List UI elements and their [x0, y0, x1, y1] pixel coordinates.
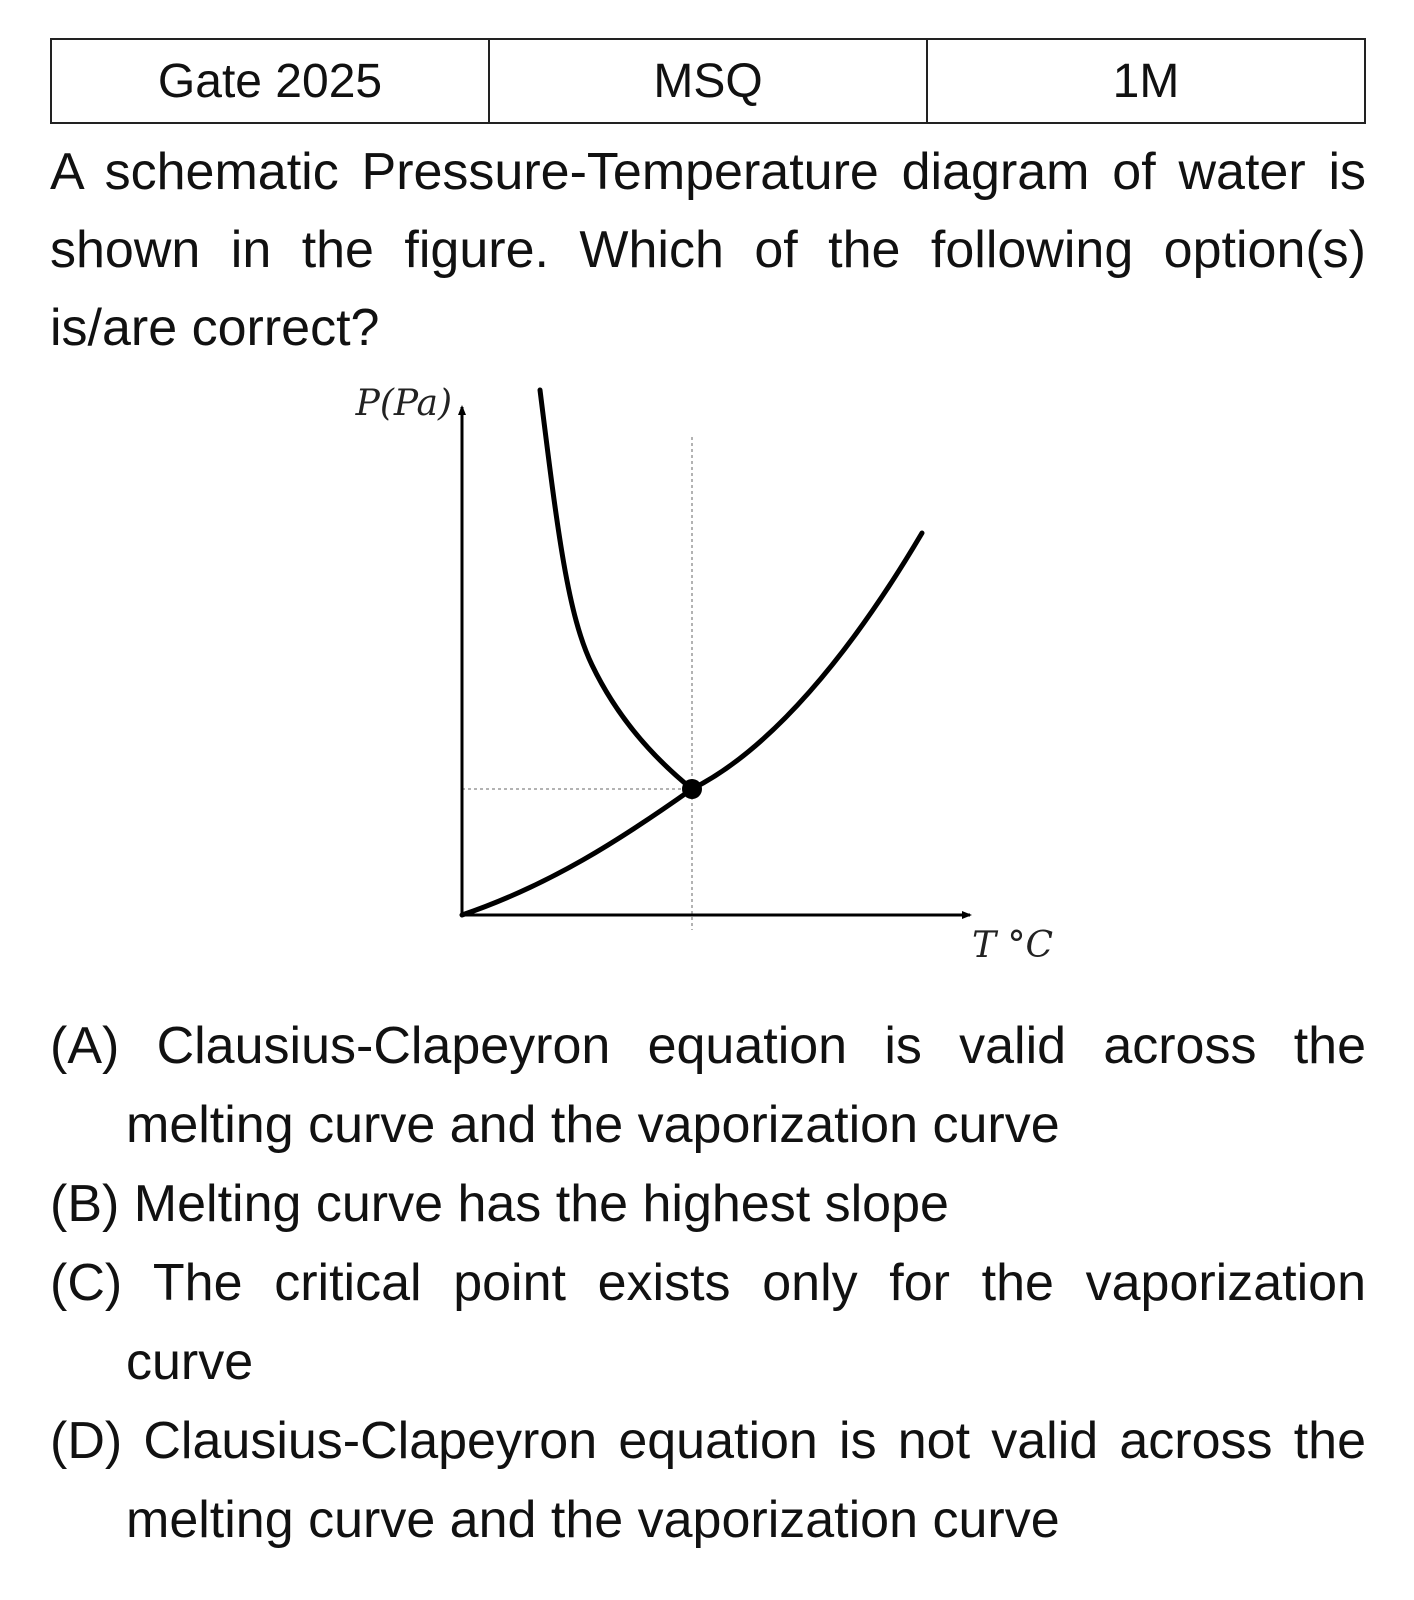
option-text: The critical point exists only for the vaporization curve: [126, 1254, 1366, 1391]
pt-diagram-svg: [330, 385, 1090, 995]
option-c[interactable]: [50, 1244, 1366, 1402]
option-label: (B): [50, 1175, 120, 1233]
option-a[interactable]: [50, 1007, 1366, 1165]
option-label: (D): [50, 1412, 123, 1470]
option-b[interactable]: [50, 1165, 1366, 1244]
vaporization-curve: [692, 533, 922, 789]
marks-cell: 1M: [927, 39, 1365, 123]
header-table: [50, 38, 1366, 124]
triple-point-marker: [682, 779, 702, 799]
question-type-cell: MSQ: [489, 39, 927, 123]
pt-diagram: [330, 385, 1090, 995]
option-text: Melting curve has the highest slope: [133, 1175, 949, 1233]
exam-cell: Gate 2025: [51, 39, 489, 123]
x-axis-label: T °C: [972, 925, 1053, 966]
header-row: [51, 39, 1365, 123]
options-list: [50, 1007, 1366, 1560]
melting-curve: [540, 390, 692, 789]
option-text: Clausius-Clapeyron equation is valid across the melting curve and the vaporization curve: [126, 1017, 1367, 1154]
option-text: Clausius-Clapeyron equation is not valid across the melting curve and the vaporization curve: [126, 1412, 1366, 1549]
option-d[interactable]: [50, 1402, 1366, 1560]
option-label: (A): [50, 1017, 120, 1075]
question-text: A schematic Pressure-Temperature diagram of water is shown in the figure. Which of the following option(s) is/are correct?: [50, 143, 1366, 357]
sublimation-curve: [462, 789, 692, 915]
y-axis-label: P(Pa): [355, 385, 452, 424]
option-label: (C): [50, 1254, 123, 1312]
